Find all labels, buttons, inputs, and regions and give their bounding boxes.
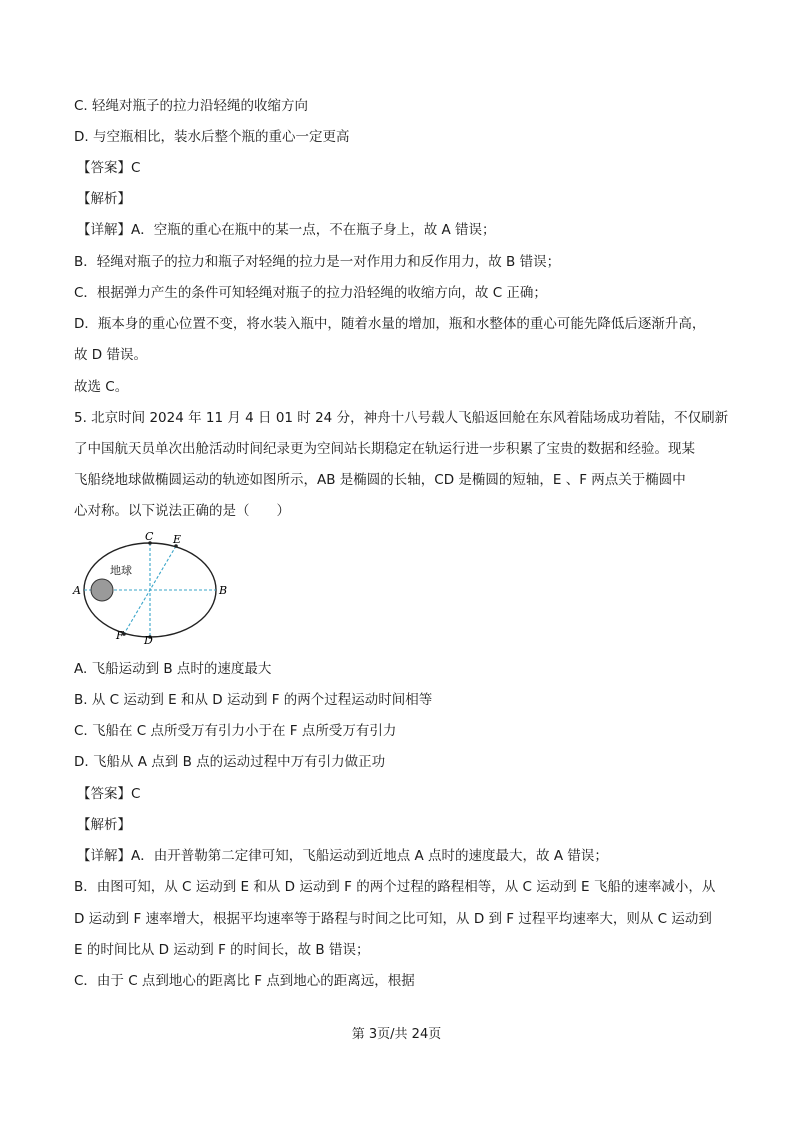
detail-d-cont: 故 D 错误。 bbox=[74, 347, 147, 363]
detail2-b-cont1: D 运动到 F 速率增大，根据平均速率等于路程与时间之比可知，从 D 到 F 过程平均速率大，则从 C 运动到 bbox=[74, 911, 712, 927]
label-d: D bbox=[144, 634, 153, 644]
choice-c: 故选 C。 bbox=[74, 379, 129, 395]
option-c: C. 飞船在 C 点所受万有引力小于在 F 点所受万有引力 bbox=[74, 723, 397, 739]
option-d-text: D. 与空瓶相比，装水后整个瓶的重心一定更高 bbox=[74, 129, 350, 145]
page-footer: 第 3页/共 24页 bbox=[351, 1027, 442, 1042]
label-e: E bbox=[173, 533, 182, 546]
label-a: A bbox=[73, 584, 81, 597]
earth-circle bbox=[91, 579, 113, 601]
detail2-b: B．由图可知，从 C 运动到 E 和从 D 运动到 F 的两个过程的路程相等，从 C 运动到 E 飞船的速率减小，从 bbox=[74, 879, 716, 895]
analysis-label-2: 【解析】 bbox=[77, 817, 131, 833]
detail2-a: 【详解】A．由开普勒第二定律可知，飞船运动到近地点 A 点时的速度最大，故 A 错误； bbox=[77, 848, 608, 864]
question-5-line2: 了中国航天员单次出舱活动时间纪录更为空间站长期稳定在轨运行进一步积累了宝贵的数据和经验。现某 bbox=[74, 441, 695, 457]
detail2-b-cont2: E 的时间比从 D 运动到 F 的时间长，故 B 错误； bbox=[74, 942, 370, 958]
question-5-line4: 心对称。以下说法正确的是（ ） bbox=[74, 503, 290, 519]
option-a: A. 飞船运动到 B 点时的速度最大 bbox=[74, 661, 272, 677]
detail-d: D．瓶本身的重心位置不变，将水装入瓶中，随着水量的增加，瓶和水整体的重心可能先降低后逐渐升高， bbox=[74, 316, 706, 332]
option-c-text: C. 轻绳对瓶子的拉力沿轻绳的收缩方向 bbox=[74, 98, 309, 114]
detail-a: 【详解】A．空瓶的重心在瓶中的某一点，不在瓶子身上，故 A 错误； bbox=[77, 222, 496, 238]
detail-c: C．根据弹力产生的条件可知轻绳对瓶子的拉力沿轻绳的收缩方向，故 C 正确； bbox=[74, 285, 547, 301]
analysis-label: 【解析】 bbox=[77, 191, 131, 207]
label-c: C bbox=[145, 532, 154, 543]
question-5-line3: 飞船绕地球做椭圆运动的轨迹如图所示，AB 是椭圆的长轴，CD 是椭圆的短轴，E 、F 两点关于椭圆中 bbox=[74, 472, 686, 488]
option-d: D. 飞船从 A 点到 B 点的运动过程中万有引力做正功 bbox=[74, 754, 386, 770]
orbit-diagram bbox=[72, 532, 240, 644]
detail2-c: C．由于 C 点到地心的距离比 F 点到地心的距离远，根据 bbox=[74, 973, 415, 989]
label-b: B bbox=[219, 584, 228, 597]
question-5-line1: 5. 北京时间 2024 年 11 月 4 日 01 时 24 分，神舟十八号载人飞船返回舱在东风着陆场成功着陆，不仅刷新 bbox=[74, 410, 729, 426]
detail-b: B．轻绳对瓶子的拉力和瓶子对轻绳的拉力是一对作用力和反作用力，故 B 错误； bbox=[74, 254, 561, 270]
label-f: F bbox=[116, 629, 124, 642]
option-b: B. 从 C 运动到 E 和从 D 运动到 F 的两个过程运动时间相等 bbox=[74, 692, 433, 708]
earth-label: 地球 bbox=[110, 564, 132, 577]
answer-label: 【答案】C bbox=[77, 160, 141, 176]
answer-label-2: 【答案】C bbox=[77, 786, 141, 802]
